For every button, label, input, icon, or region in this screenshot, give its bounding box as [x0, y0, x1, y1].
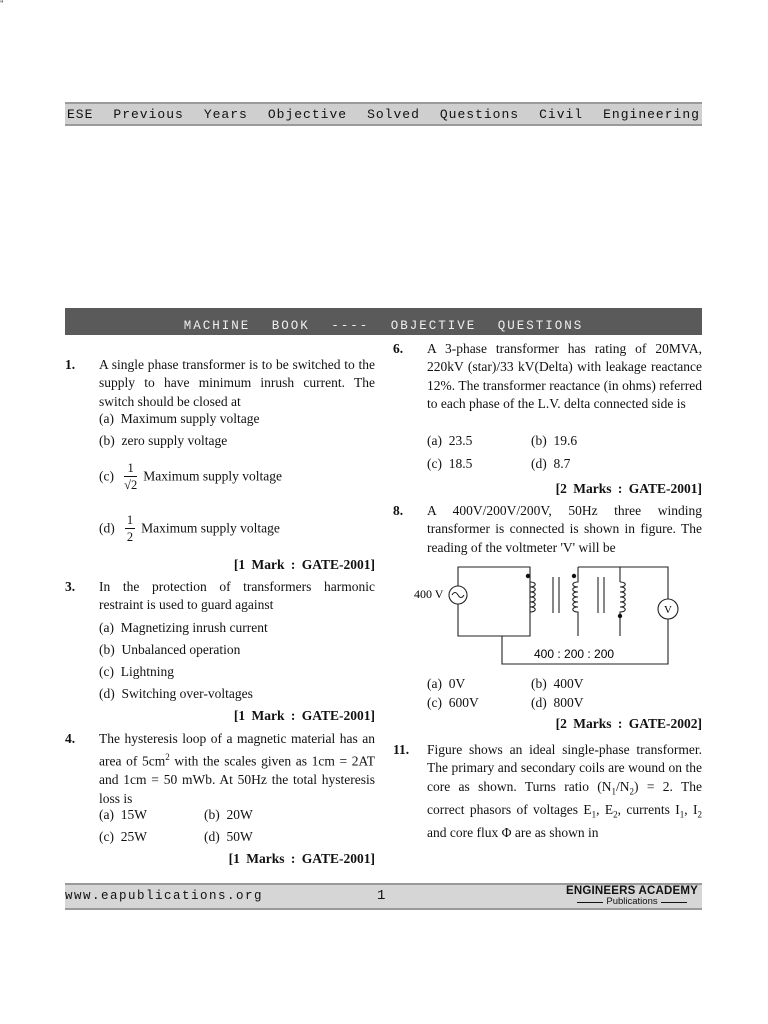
option-label: (a)	[99, 411, 114, 426]
option-label: (d)	[531, 456, 547, 471]
logo-rule	[577, 902, 603, 903]
fraction	[124, 461, 137, 492]
question-text: A 3-phase transformer has rating of 20MVA, 220kV (star)/33 kV(Delta) with leakage reactance 12%. The transformer reactance (in ohms) referred to each phase of the L.V. delta connected side is	[427, 341, 702, 412]
option-text: zero supply voltage	[121, 433, 228, 448]
option-d	[204, 828, 253, 846]
option-b	[99, 432, 227, 450]
subscript: 1	[611, 786, 617, 797]
text-part: ) = 2. The correct phasors of voltages E	[427, 778, 702, 817]
option-text: Lightning	[120, 664, 174, 679]
section-title: MACHINE BOOK ---- OBJECTIVE QUESTIONS	[65, 308, 702, 335]
option-label: (d)	[531, 695, 547, 710]
option-label: (c)	[427, 456, 442, 471]
option-label: (d)	[204, 829, 220, 844]
page-number: 1	[377, 888, 386, 904]
option-a	[99, 619, 268, 637]
option-text: Unbalanced operation	[121, 642, 241, 657]
option-label: (a)	[99, 807, 114, 822]
header-band	[65, 102, 702, 126]
logo-subtitle-row	[562, 897, 702, 907]
option-text: 8.7	[553, 456, 571, 471]
option-label: (b)	[99, 642, 115, 657]
fraction	[125, 513, 135, 544]
primary-coil-icon	[530, 582, 535, 612]
marks-label: [1 Mark : GATE-2001]	[233, 557, 375, 572]
option-b	[99, 641, 240, 659]
option-text: 0V	[448, 676, 466, 691]
question-text: A single phase transformer is to be switched to the supply to have minimum inrush current. The switch should be closed at	[99, 357, 375, 409]
header-word: Civil	[539, 106, 584, 122]
option-text: Maximum supply voltage	[120, 411, 260, 426]
fraction-denominator: √2	[124, 478, 138, 492]
option-label: (c)	[99, 664, 114, 679]
question-number: 11.	[393, 742, 410, 757]
corner-mark: "	[0, 0, 4, 9]
option-text: Maximum supply voltage	[141, 520, 280, 536]
logo-title: ENGINEERS ACADEMY	[565, 885, 699, 897]
header-word: ESE	[67, 106, 94, 122]
secondary-coil-2-icon	[620, 582, 625, 636]
meter-wire	[620, 567, 668, 600]
option-label: (b)	[531, 676, 547, 691]
publisher-logo	[562, 885, 702, 908]
header-word: Solved	[367, 106, 420, 122]
option-a	[427, 675, 465, 693]
header-word: Objective	[267, 106, 348, 122]
header-word: Previous	[113, 106, 184, 122]
meter-label: V	[664, 604, 672, 616]
option-c	[427, 694, 479, 712]
ratio-label: 400 : 200 : 200	[534, 647, 615, 661]
option-label: (b)	[531, 433, 547, 448]
subscript: 2	[697, 809, 703, 820]
option-c	[99, 828, 147, 846]
option-a	[99, 410, 259, 428]
footer-band	[65, 883, 702, 910]
marks-label: [2 Marks : GATE-2002]	[555, 716, 702, 731]
option-label: (d)	[99, 520, 115, 536]
option-text: 400V	[553, 676, 584, 691]
option-text: 18.5	[448, 456, 473, 471]
superscript: 2	[165, 752, 170, 763]
transformer-circuit-figure	[410, 560, 700, 670]
marks-label: [1 Mark : GATE-2001]	[233, 708, 375, 723]
option-label: (a)	[427, 433, 442, 448]
option-b	[531, 675, 584, 693]
polarity-dot	[526, 574, 530, 578]
question-number: 3.	[65, 579, 76, 594]
text-part: /N	[616, 778, 630, 794]
option-b	[204, 806, 253, 824]
subscript: 2	[629, 786, 635, 797]
option-label: (c)	[99, 468, 114, 484]
option-text: 50W	[226, 829, 253, 844]
text-part: , I	[684, 801, 698, 817]
option-text: 20W	[226, 807, 253, 822]
option-text: Maximum supply voltage	[143, 468, 282, 484]
option-c	[99, 663, 174, 681]
option-c	[427, 455, 472, 473]
text-part: , E	[596, 801, 614, 817]
option-d	[99, 513, 280, 544]
question-text	[99, 730, 375, 808]
option-label: (a)	[427, 676, 442, 691]
option-label: (c)	[99, 829, 114, 844]
subscript: 1	[679, 809, 685, 820]
header-word: Questions	[439, 106, 520, 122]
option-a	[427, 432, 472, 450]
marks-label: [1 Marks : GATE-2001]	[228, 851, 375, 866]
question-number: 6.	[393, 341, 404, 356]
fraction-denominator: 2	[126, 530, 134, 544]
question-number: 8.	[393, 503, 404, 518]
text-part: with the scales given as 1cm = 2AT and 1cm = 50 mWb. At 50Hz the total hysteresis loss is	[99, 753, 375, 806]
option-label: (b)	[99, 433, 115, 448]
option-text: Switching over-voltages	[121, 686, 253, 701]
footer-url-link[interactable]: www.eapublications.org	[65, 889, 264, 903]
subscript: 2	[613, 809, 618, 820]
option-b	[531, 432, 577, 450]
option-text: Magnetizing inrush current	[120, 620, 268, 635]
question-number: 4.	[65, 731, 76, 746]
text-part: , currents I	[617, 801, 680, 817]
header-word: Engineering	[603, 106, 700, 122]
option-text: 19.6	[553, 433, 578, 448]
option-text: 25W	[120, 829, 147, 844]
option-a	[99, 806, 147, 824]
text-part: and core flux Φ are as shown in	[427, 825, 599, 840]
text-part: The hysteresis loop of a magnetic material has an area of 5cm	[99, 731, 375, 769]
primary-circuit-wire	[458, 567, 530, 636]
fraction-numerator: 1	[124, 461, 137, 477]
question-text: In the protection of transformers harmonic restraint is used to guard against	[99, 579, 375, 613]
polarity-dot	[572, 574, 576, 578]
option-text: 23.5	[448, 433, 473, 448]
text-part: Figure shows an ideal single-phase transformer. The primary and secondary coils are wound on the core as shown. Turns ratio (N	[427, 742, 702, 794]
source-label: 400 V	[414, 587, 444, 601]
series-link-wire	[578, 567, 620, 582]
option-d	[99, 685, 253, 703]
option-d	[531, 455, 570, 473]
option-label: (a)	[99, 620, 114, 635]
marks-label: [2 Marks : GATE-2001]	[555, 481, 702, 496]
question-text: A 400V/200V/200V, 50Hz three winding transformer is connected is shown in figure. The reading of the voltmeter 'V' will be	[427, 503, 702, 555]
option-label: (d)	[99, 686, 115, 701]
subscript: 1	[591, 809, 597, 820]
option-d	[531, 694, 584, 712]
option-label: (b)	[204, 807, 220, 822]
option-text: 800V	[553, 695, 584, 710]
header-word: Years	[203, 106, 248, 122]
option-label: (c)	[427, 695, 442, 710]
option-text: 600V	[448, 695, 479, 710]
option-c	[99, 461, 282, 492]
option-text: 15W	[120, 807, 147, 822]
logo-rule	[661, 902, 687, 903]
polarity-dot	[618, 614, 622, 618]
question-text	[427, 741, 702, 842]
question-number: 1.	[65, 357, 76, 372]
fraction-numerator: 1	[126, 513, 134, 527]
logo-subtitle: Publications	[606, 896, 658, 907]
